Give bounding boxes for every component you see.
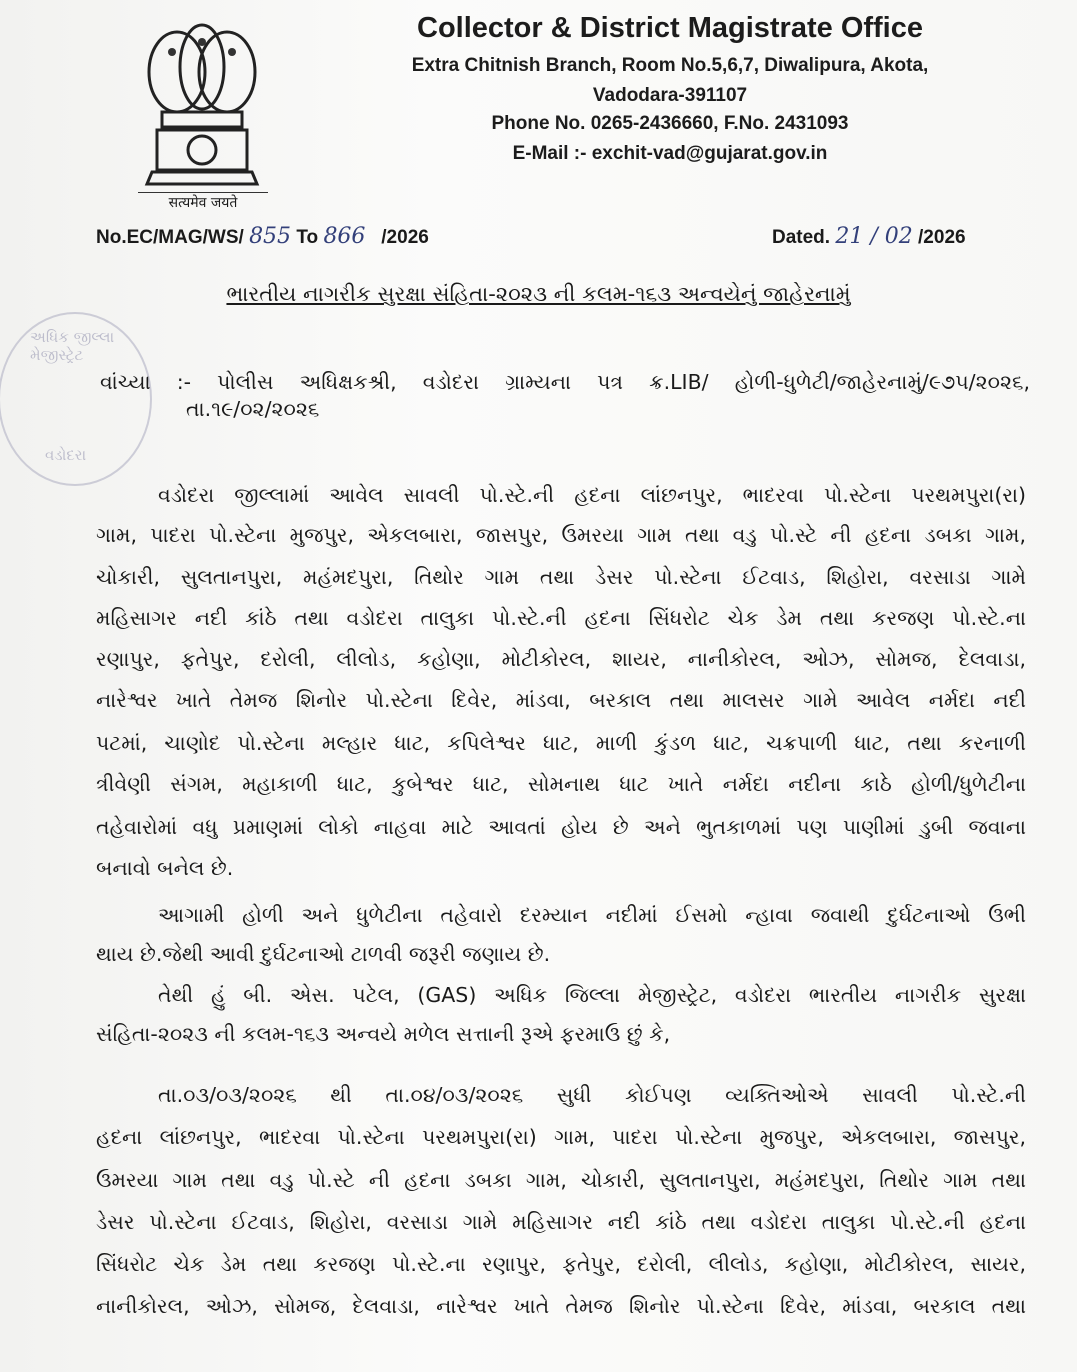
body-line: તા.૦૩/૦૩/૨૦૨૬ થી તા.૦૪/૦૩/૨૦૨૬ સુધી કોઈપણ વ્યક્તિઓએ સાવલી પો.સ્ટે.ની <box>158 1083 1026 1107</box>
ref-from-number: 855 <box>249 224 292 249</box>
office-phone: Phone No. 0265-2436660, F.No. 2431093 <box>491 113 849 134</box>
ref-to-number: 866 <box>323 224 366 249</box>
body-line: પટમાં, ચાણોદ પો.સ્ટેના મલ્હાર ધાટ, કપિલેશ્વર ધાટ, માળી કુંડળ ધાટ, ચક્રપાળી ધાટ, તથા કરનાળી <box>96 731 1026 755</box>
ref-prefix: No.EC/MAG/WS/ <box>96 227 244 248</box>
office-seal-stamp <box>0 312 152 486</box>
body-line: ગામ, પાદરા પો.સ્ટેના મુજપુર, એકલબારા, જાસપુર, ઉમરયા ગામ તથા વડુ પો.સ્ટે ની હદના ડબકા ગામ, <box>96 523 1026 547</box>
body-line: નારેશ્વર ખાતે તેમજ શિનોર પો.સ્ટેના દિવેર, માંડવા, બરકાલ તથા માલસર ગામે આવેલ નર્મદા નદી <box>96 688 1026 712</box>
stamp-text-top: અધિક જીલ્લા મેજીસ્ટ્રેટ <box>30 328 115 364</box>
body-line: આગામી હોળી અને ધુળેટીના તહેવારો દરમ્યાન નદીમાં ઈસમો ન્હાવા જવાથી દુર્ઘટનાઓ ઉભી <box>158 903 1026 927</box>
body-line: ત્રીવેણી સંગમ, મહાકાળી ધાટ, કુબેશ્વર ધાટ, સોમનાથ ધાટ ખાતે નર્મદા નદીના કાઠે હોળી/ધુળેટીના <box>96 772 1026 796</box>
ashoka-emblem-icon <box>132 12 272 212</box>
body-line: ઉમરયા ગામ તથા વડુ પો.સ્ટે ની હદના ડબકા ગામ, ચોકારી, સુલતાનપુરા, મહંમદપુરા, તિથોર ગામ તથા <box>96 1168 1026 1192</box>
office-name: Collector & District Magistrate Office <box>417 12 923 44</box>
office-address-line2: Vadodara-391107 <box>592 85 748 106</box>
emblem-motto: सत्यमेव जयते <box>138 192 268 212</box>
date-handwritten: 21 / 02 <box>835 224 913 249</box>
date-label: Dated. <box>772 227 831 248</box>
body-line: બનાવો બનેલ છે. <box>96 856 234 880</box>
notice-title: ભારતીય નાગરીક સુરક્ષા સંહિતા-૨૦૨૩ ની કલમ-૧૬૩ અન્વયેનું જાહેરનામું <box>226 282 851 306</box>
ref-year: /2026 <box>381 227 429 248</box>
body-line: થાય છે.જેથી આવી દુર્ઘટનાઓ ટાળવી જરૂરી જણાય છે. <box>96 942 551 966</box>
body-line: સિંધરોટ ચેક ડેમ તથા કરજણ પો.સ્ટે.ના રણાપુર, ફતેપુર, દરોલી, લીલોડ, કહોણા, મોટીકોરલ, સાયર, <box>96 1252 1026 1276</box>
ref-to-label: To <box>296 227 319 248</box>
date-year: /2026 <box>918 227 966 248</box>
stamp-text-bottom: વડોદરા <box>45 446 87 464</box>
body-line: રણાપુર, ફતેપુર, દરોલી, લીલોડ, કહોણા, મોટીકોરલ, શાયર, નાનીકોરલ, ઓઝ, સોમજ, દેલવાડા, <box>96 647 1026 671</box>
read-line-2: તા.૧૯/૦૨/૨૦૨૬ <box>186 397 320 421</box>
office-email: E-Mail :- exchit-vad@gujarat.gov.in <box>512 143 828 164</box>
read-line-1: વાંચ્યા :- પોલીસ અધિક્ષકશ્રી, વડોદરા ગ્રામ્યના પત્ર ક્ર.LIB/ હોળી-ધુળેટી/જાહેરનામું/૯૭૫/૨૦૨૬, <box>100 370 1030 394</box>
office-address-line1: Extra Chitnish Branch, Room No.5,6,7, Diwalipura, Akota, <box>411 55 929 76</box>
reference-date <box>772 224 966 249</box>
body-line: ડેસર પો.સ્ટેના ઈટવાડ, શિહોરા, વરસાડા ગામે મહિસાગર નદી કાંઠે તથા વડોદરા તાલુકા પો.સ્ટે.ની હદના <box>96 1210 1026 1234</box>
body-line: તેથી હું બી. એસ. પટેલ, (GAS) અધિક જિલ્લા મેજીસ્ટ્રેટ, વડોદરા ભારતીય નાગરીક સુરક્ષા <box>158 983 1026 1007</box>
body-line: હદના લાંછનપુર, ભાદરવા પો.સ્ટેના પરથમપુરા(રા) ગામ, પાદરા પો.સ્ટેના મુજપુર, એકલબારા, જાસપુર, <box>96 1125 1026 1149</box>
body-line: વડોદરા જીલ્લામાં આવેલ સાવલી પો.સ્ટે.ની હદના લાંછનપુર, ભાદરવા પો.સ્ટેના પરથમપુરા(રા) <box>158 483 1026 507</box>
body-line: તહેવારોમાં વધુ પ્રમાણમાં લોકો નાહવા માટે આવતાં હોય છે અને ભુતકાળમાં પણ પાણીમાં ડુબી જવાના <box>96 815 1026 839</box>
body-line: નાનીકોરલ, ઓઝ, સોમજ, દેલવાડા, નારેશ્વર ખાતે તેમજ શિનોર પો.સ્ટેના દિવેર, માંડવા, બરકાલ તથા <box>96 1294 1026 1318</box>
body-line: ચોકારી, સુલતાનપુરા, મહંમદપુરા, તિથોર ગામ તથા ડેસર પો.સ્ટેના ઈટવાડ, શિહોરા, વરસાડા ગામે <box>96 565 1026 589</box>
reference-number <box>96 224 429 249</box>
body-line: સંહિતા-૨૦૨૩ ની કલમ-૧૬૩ અન્વયે મળેલ સત્તાની રૂએ ફરમાઉ છું કે, <box>96 1022 671 1046</box>
body-line: મહિસાગર નદી કાંઠે તથા વડોદરા તાલુકા પો.સ્ટે.ની હદના સિંધરોટ ચેક ડેમ તથા કરજણ પો.સ્ટે.ના <box>96 606 1026 630</box>
